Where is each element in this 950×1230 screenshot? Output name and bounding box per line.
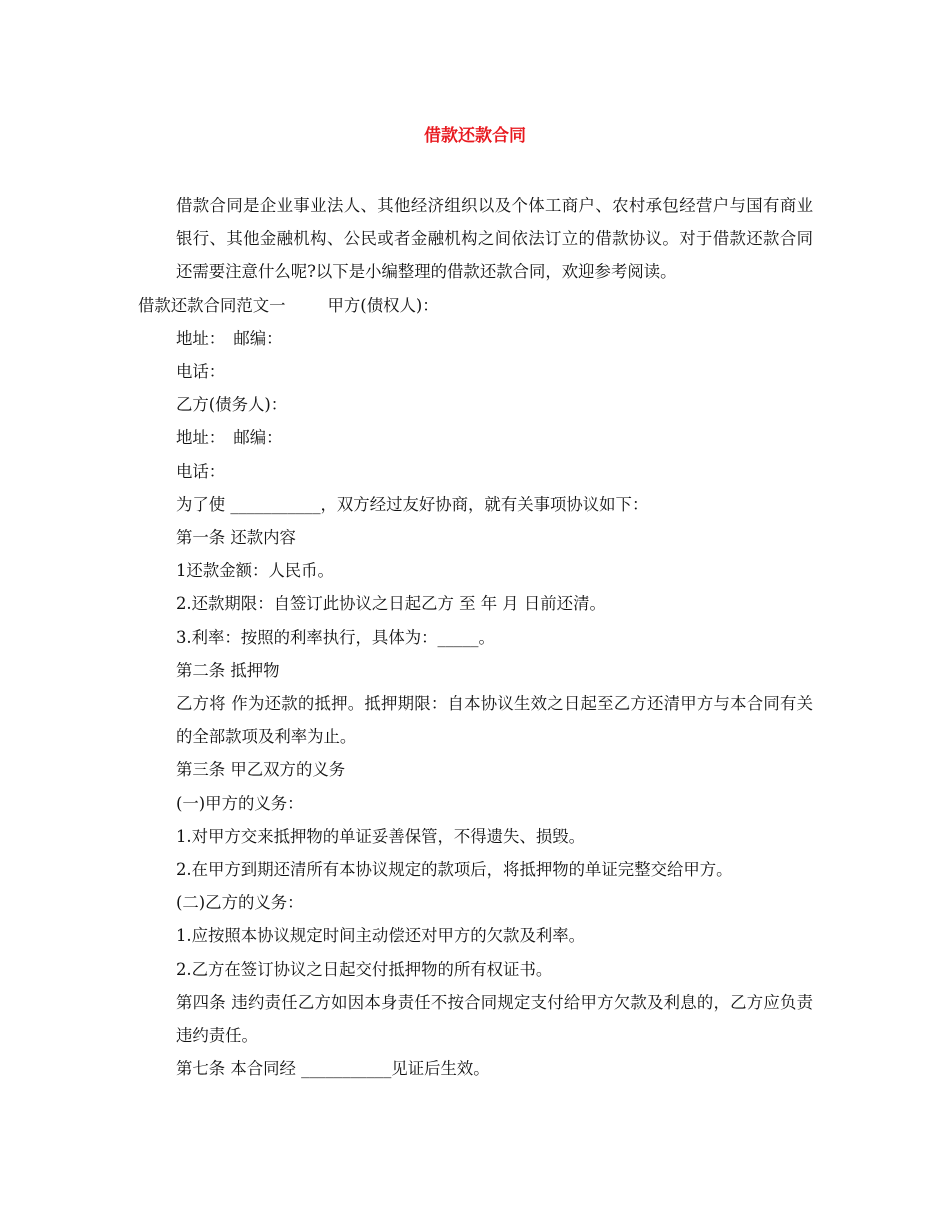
b-duties-title: (二)乙方的义务：: [176, 893, 304, 913]
a-duty-1: 1.对甲方交来抵押物的单证妥善保管，不得遗失、损毁。: [176, 826, 586, 846]
article2-text: 乙方将 作为还款的抵押。抵押期限：自本协议生效之日起至乙方还清甲方与本合同有关的全部款项及利率为止。: [176, 694, 813, 747]
party-b-label: 乙方(债务人)：: [176, 395, 288, 415]
document-body: [138, 189, 813, 1085]
document-title: 借款还款合同: [424, 126, 526, 146]
phone-b: 电话：: [176, 461, 226, 481]
a-duties-title: (一)甲方的义务：: [176, 793, 304, 813]
article2-title: 第二条 抵押物: [176, 660, 280, 680]
purpose-line: 为了使 ___________，双方经过友好协商，就有关事项协议如下：: [176, 494, 649, 514]
article3-title: 第三条 甲乙双方的义务: [176, 760, 346, 780]
address-b: 地址： 邮编：: [176, 428, 283, 448]
sample-heading: 借款还款合同范文一: [138, 295, 286, 315]
article1-title: 第一条 还款内容: [176, 528, 296, 548]
a-duty-2: 2.在甲方到期还清所有本协议规定的款项后，将抵押物的单证完整交给甲方。: [176, 860, 733, 880]
article1-item3: 3.利率：按照的利率执行，具体为：_____。: [176, 627, 495, 647]
article1-item2: 2.还款期限：自签订此协议之日起乙方 至 年 月 日前还清。: [176, 594, 606, 614]
article4-text: 第四条 违约责任乙方如因本身责任不按合同规定支付给甲方欠款及利息的，乙方应负责违约责任。: [176, 992, 813, 1046]
address-a: 地址： 邮编：: [176, 328, 283, 348]
phone-a: 电话：: [176, 362, 226, 382]
party-a-label: 甲方(债权人)：: [327, 295, 439, 315]
sample-heading-line: [138, 289, 813, 322]
article7-text: 第七条 本合同经 ___________见证后生效。: [176, 1059, 490, 1079]
intro-paragraph: 借款合同是企业事业法人、其他经济组织以及个体工商户、农村承包经营户与国有商业银行、其他金融机构、公民或者金融机构之间依法订立的借款协议。对于借款还款合同还需要注意什么呢?以下是小编整理的借款还款合同，欢迎参考阅读。: [176, 196, 813, 282]
b-duty-2: 2.乙方在签订协议之日起交付抵押物的所有权证书。: [176, 959, 553, 979]
b-duty-1: 1.应按照本协议规定时间主动偿还对甲方的欠款及利率。: [176, 926, 586, 946]
article1-item1: 1还款金额：人民币。: [176, 561, 334, 581]
